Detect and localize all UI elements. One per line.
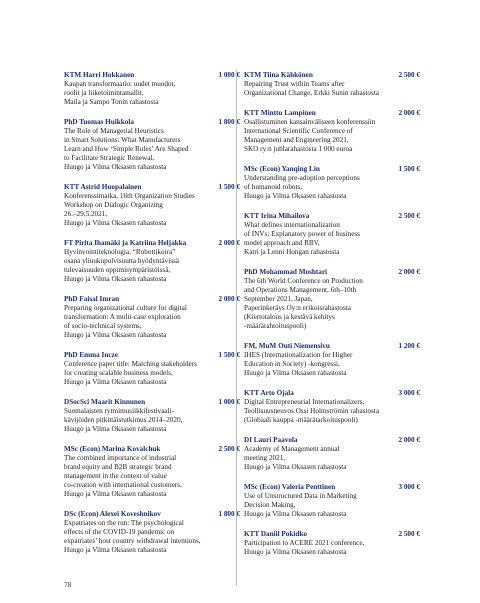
page-number: 78 (64, 580, 72, 589)
description-line: The 6th World Conference on Production (244, 277, 363, 285)
grant-entry (64, 445, 240, 499)
grant-entry-header (64, 118, 240, 127)
recipient-name: DI Lauri Paavola (244, 436, 298, 444)
description-line: to Facilitate Strategic Renewal, (64, 154, 155, 162)
grant-entry (244, 342, 420, 378)
description-line: Academy of Management annual (244, 445, 340, 453)
grant-entry (244, 436, 420, 472)
column-divider (236, 70, 237, 586)
description-line: SKO ry:n juhlarahastosta 1 000 euroa (244, 145, 353, 153)
grant-amount: 1 000 € (218, 398, 240, 406)
description-line: Huugo ja Vilma Oksasen rahastosta (64, 219, 167, 227)
grant-list-left-column (64, 71, 240, 566)
grant-amount: 2 500 € (398, 530, 420, 538)
grant-description (244, 174, 420, 201)
description-line: Huugo ja Vilma Oksasen rahastosta (64, 275, 167, 283)
grant-entry (64, 183, 240, 228)
description-line: tulevaisuuden oppimisympäristöissä, (64, 266, 171, 274)
grant-entry-header (244, 389, 420, 398)
description-line: in Smart Solutions: What Manufacturers (64, 136, 181, 144)
description-line: model approach and RBV, (244, 239, 320, 247)
description-line: Kaupan transformaatio: uudet muodot, (64, 80, 176, 88)
description-line: Organizational Change, Erkki Sunin rahastosta (244, 89, 380, 97)
description-line: Decision Making, (244, 501, 296, 509)
description-line: Paperinkeräys Oy:n erikoisrahastosta (244, 304, 351, 312)
grant-description (64, 192, 240, 228)
description-line: Learn and How ‘Simple Rules’ Are Shaped (64, 145, 189, 153)
description-line: 26.–29.5.2021, (64, 210, 108, 218)
grant-amount: 2 500 € (398, 212, 420, 220)
description-line: Repairing Trust within Teams after (244, 80, 345, 88)
grant-entry (244, 109, 420, 154)
grant-entry-header (64, 351, 240, 360)
description-line: transformation: A multi-case exploration (64, 313, 181, 321)
grant-amount: 1 200 € (398, 342, 420, 350)
recipient-name: KTT Minttu Lampinen (244, 109, 316, 117)
description-line: What defines internationalization (244, 221, 340, 229)
description-line: The Role of Managerial Heuristics (64, 127, 164, 135)
description-line: Huugo ja Vilma Oksasen rahastosta (244, 463, 347, 471)
grant-entry (244, 268, 420, 331)
grant-entry (64, 118, 240, 172)
grant-amount: 2 500 € (398, 71, 420, 79)
grant-description (64, 407, 240, 434)
description-line: co-creation with international customers, (64, 481, 182, 489)
grant-amount: 1 500 € (398, 165, 420, 173)
grant-amount: 1 800 € (218, 510, 240, 518)
grant-description (64, 454, 240, 499)
description-line: Katri ja Lenni Hongan rahastosta (244, 248, 340, 256)
description-line: of humanoid robots, (244, 183, 303, 191)
grant-entry (64, 295, 240, 340)
description-line: International Scientific Conference of (244, 127, 353, 135)
description-line: of INVs: Explanatory power of business (244, 230, 360, 238)
grant-entry-header (244, 436, 420, 445)
description-line: Huugo ja Vilma Oksasen rahastosta (64, 331, 167, 339)
grant-description (64, 127, 240, 172)
description-line: Huugo ja Vilma Oksasen rahastosta (64, 378, 167, 386)
recipient-name: MSc (Econ) Valeria Penttinen (244, 483, 336, 491)
description-line: Hyvinvointiteknologia, “Robottikoira” (64, 248, 176, 256)
description-line: management in the context of value (64, 472, 167, 480)
grant-description (244, 277, 420, 331)
grant-entry (244, 483, 420, 519)
grant-entry (64, 239, 240, 284)
description-line: (Globaali kauppa -määrätarkoituspooli) (244, 416, 358, 424)
recipient-name: KTT Daniil Pokidko (244, 530, 307, 538)
grant-entry-header (244, 109, 420, 118)
recipient-name: KTT Irina Mihailova (244, 212, 310, 220)
grant-entry-header (64, 71, 240, 80)
grant-description (244, 351, 420, 378)
description-line: Understanding pre-adoption perceptions (244, 174, 360, 182)
grant-amount: 3 000 € (398, 483, 420, 491)
recipient-name: MSc (Econ) Marina Kovalchuk (64, 445, 161, 453)
recipient-name: PhD Faisal Imran (64, 295, 120, 303)
grant-description (64, 248, 240, 284)
grant-entry-header (64, 445, 240, 454)
description-line: Teollisuusneuvos Ossi Holmströmin rahastosta (244, 407, 380, 415)
description-line: roolit ja liiketoimintamallit, (64, 89, 144, 97)
grant-entry (244, 389, 420, 425)
description-line: Education in Society) -kongressi, (244, 360, 340, 368)
grant-description (244, 539, 420, 557)
description-line: meeting 2021, (244, 454, 286, 462)
recipient-name: KTT Arto Ojala (244, 389, 294, 397)
grant-amount: 1 500 € (218, 351, 240, 359)
description-line: September 2021, Japan, (244, 295, 313, 303)
description-line: Management and Engineering 2021, (244, 136, 349, 144)
grant-entry (244, 530, 420, 557)
grant-description (244, 492, 420, 519)
grant-amount: 2 500 € (218, 445, 240, 453)
recipient-name: DSocSci Maarit Kinnunen (64, 398, 146, 406)
recipient-name: PhD Mohammad Moshtari (244, 268, 328, 276)
description-line: osana yliuukupolvisuutta hyödyntävissä (64, 257, 179, 265)
recipient-name: KTT Astrid Huopalainen (64, 183, 142, 191)
grant-description (244, 398, 420, 425)
grant-entry-header (244, 342, 420, 351)
description-line: Huugo ja Vilma Oksasen rahastosta (64, 425, 167, 433)
grant-amount: 1 000 € (218, 71, 240, 79)
grant-entry (244, 71, 420, 98)
description-line: (Kiertotalous ja kestävä kehitys (244, 313, 335, 321)
grant-entry-header (64, 183, 240, 192)
description-line: -määrärahtoituspooli) (244, 322, 307, 330)
description-line: Huugo ja Vilma Oksasen rahastosta (64, 546, 167, 554)
grant-description (244, 445, 420, 472)
description-line: expatriates’ host country withdrawal intentions, (64, 537, 201, 545)
description-line: Huugo ja Vilma Oksasen rahastosta (64, 163, 167, 171)
grant-entry (64, 398, 240, 434)
description-line: Conference paper title: Matching stakeholders (64, 360, 197, 368)
grant-entry (244, 212, 420, 257)
description-line: Participation to ACERE 2021 conference, (244, 539, 365, 547)
description-line: Expatriates on the run: The psychological (64, 519, 184, 527)
description-line: Suomalaisten rytmimusiikkifestivaali- (64, 407, 174, 415)
grant-amount: 2 000 € (398, 436, 420, 444)
grant-entry-header (244, 530, 420, 539)
recipient-name: FM, MuM Outi Niemensivu (244, 342, 330, 350)
grant-amount: 2 000 € (218, 295, 240, 303)
description-line: Workshop on Dialogic Organizing (64, 201, 163, 209)
grant-amount: 1 500 € (218, 183, 240, 191)
description-line: effects of the COVID-19 pandemic on (64, 528, 175, 536)
grant-description (64, 304, 240, 340)
recipient-name: KTM Harri Hokkanen (64, 71, 135, 79)
recipient-name: DSc (Econ) Alexei Koveshnikov (64, 510, 161, 518)
grant-entry-header (64, 295, 240, 304)
description-line: Digital Entrepreneurial Internationalizers, (244, 398, 365, 406)
grant-entry-header (244, 483, 420, 492)
recipient-name: PhD Emma Incze (64, 351, 118, 359)
grant-entry-header (244, 71, 420, 80)
grant-description (64, 519, 240, 555)
grant-entry-header (244, 268, 420, 277)
grant-entry-header (64, 239, 240, 248)
grant-description (244, 80, 420, 98)
description-line: Preparing organizational culture for digital (64, 304, 187, 312)
description-line: Huugo ja Vilma Oksasen rahastosta (64, 490, 167, 498)
grant-description (244, 221, 420, 257)
grant-description (64, 360, 240, 387)
grant-entry (244, 165, 420, 201)
grant-description (64, 80, 240, 107)
description-line: Huugo ja Vilma Oksasen rahastosta (244, 369, 347, 377)
recipient-name: KTM Tiina Kähkönen (244, 71, 313, 79)
description-line: The combined importance of industrial (64, 454, 177, 462)
description-line: Huugo ja Vilma Oksasen rahastosta (244, 192, 347, 200)
recipient-name: MSc (Econ) Yanqing Lin (244, 165, 320, 173)
grant-entry (64, 510, 240, 555)
description-line: for creating scalable business models, (64, 369, 173, 377)
description-line: Use of Unstructured Data in Marketing (244, 492, 357, 500)
grant-entry-header (244, 212, 420, 221)
description-line: kävijöiden pitkittäistutkimus 2014–2020, (64, 416, 183, 424)
description-line: brand equity and B2B strategic brand (64, 463, 172, 471)
grant-entry-header (64, 510, 240, 519)
description-line: and Operations Management, 6th–10th (244, 286, 357, 294)
description-line: IHES (Internationalization for Higher (244, 351, 353, 359)
description-line: Huugo ja Vilma Oksasen rahastosta (244, 548, 347, 556)
description-line: Konferenssimatka, 16th Organization Studies (64, 192, 195, 200)
grant-entry-header (244, 165, 420, 174)
description-line: Maila ja Sampo Tonin rahastosta (64, 98, 159, 106)
grant-amount: 1 800 € (218, 118, 240, 126)
grant-amount: 2 000 € (218, 239, 240, 247)
grant-amount: 2 000 € (398, 268, 420, 276)
description-line: Osallistuminen kansainväliseen konferenssiin (244, 118, 376, 126)
description-line: of socio-technical systems, (64, 322, 142, 330)
grant-list-right-column (244, 71, 420, 568)
grant-amount: 3 000 € (398, 389, 420, 397)
grant-amount: 2 000 € (398, 109, 420, 117)
grant-entry (64, 71, 240, 107)
grant-entry (64, 351, 240, 387)
recipient-name: FT Pirita Ihamäki ja Katriina Heljakka (64, 239, 187, 247)
grant-entry-header (64, 398, 240, 407)
description-line: Huugo ja Vilma Oksasen rahastosta (244, 510, 347, 518)
grant-description (244, 118, 420, 154)
recipient-name: PhD Tuomas Huikkola (64, 118, 134, 126)
